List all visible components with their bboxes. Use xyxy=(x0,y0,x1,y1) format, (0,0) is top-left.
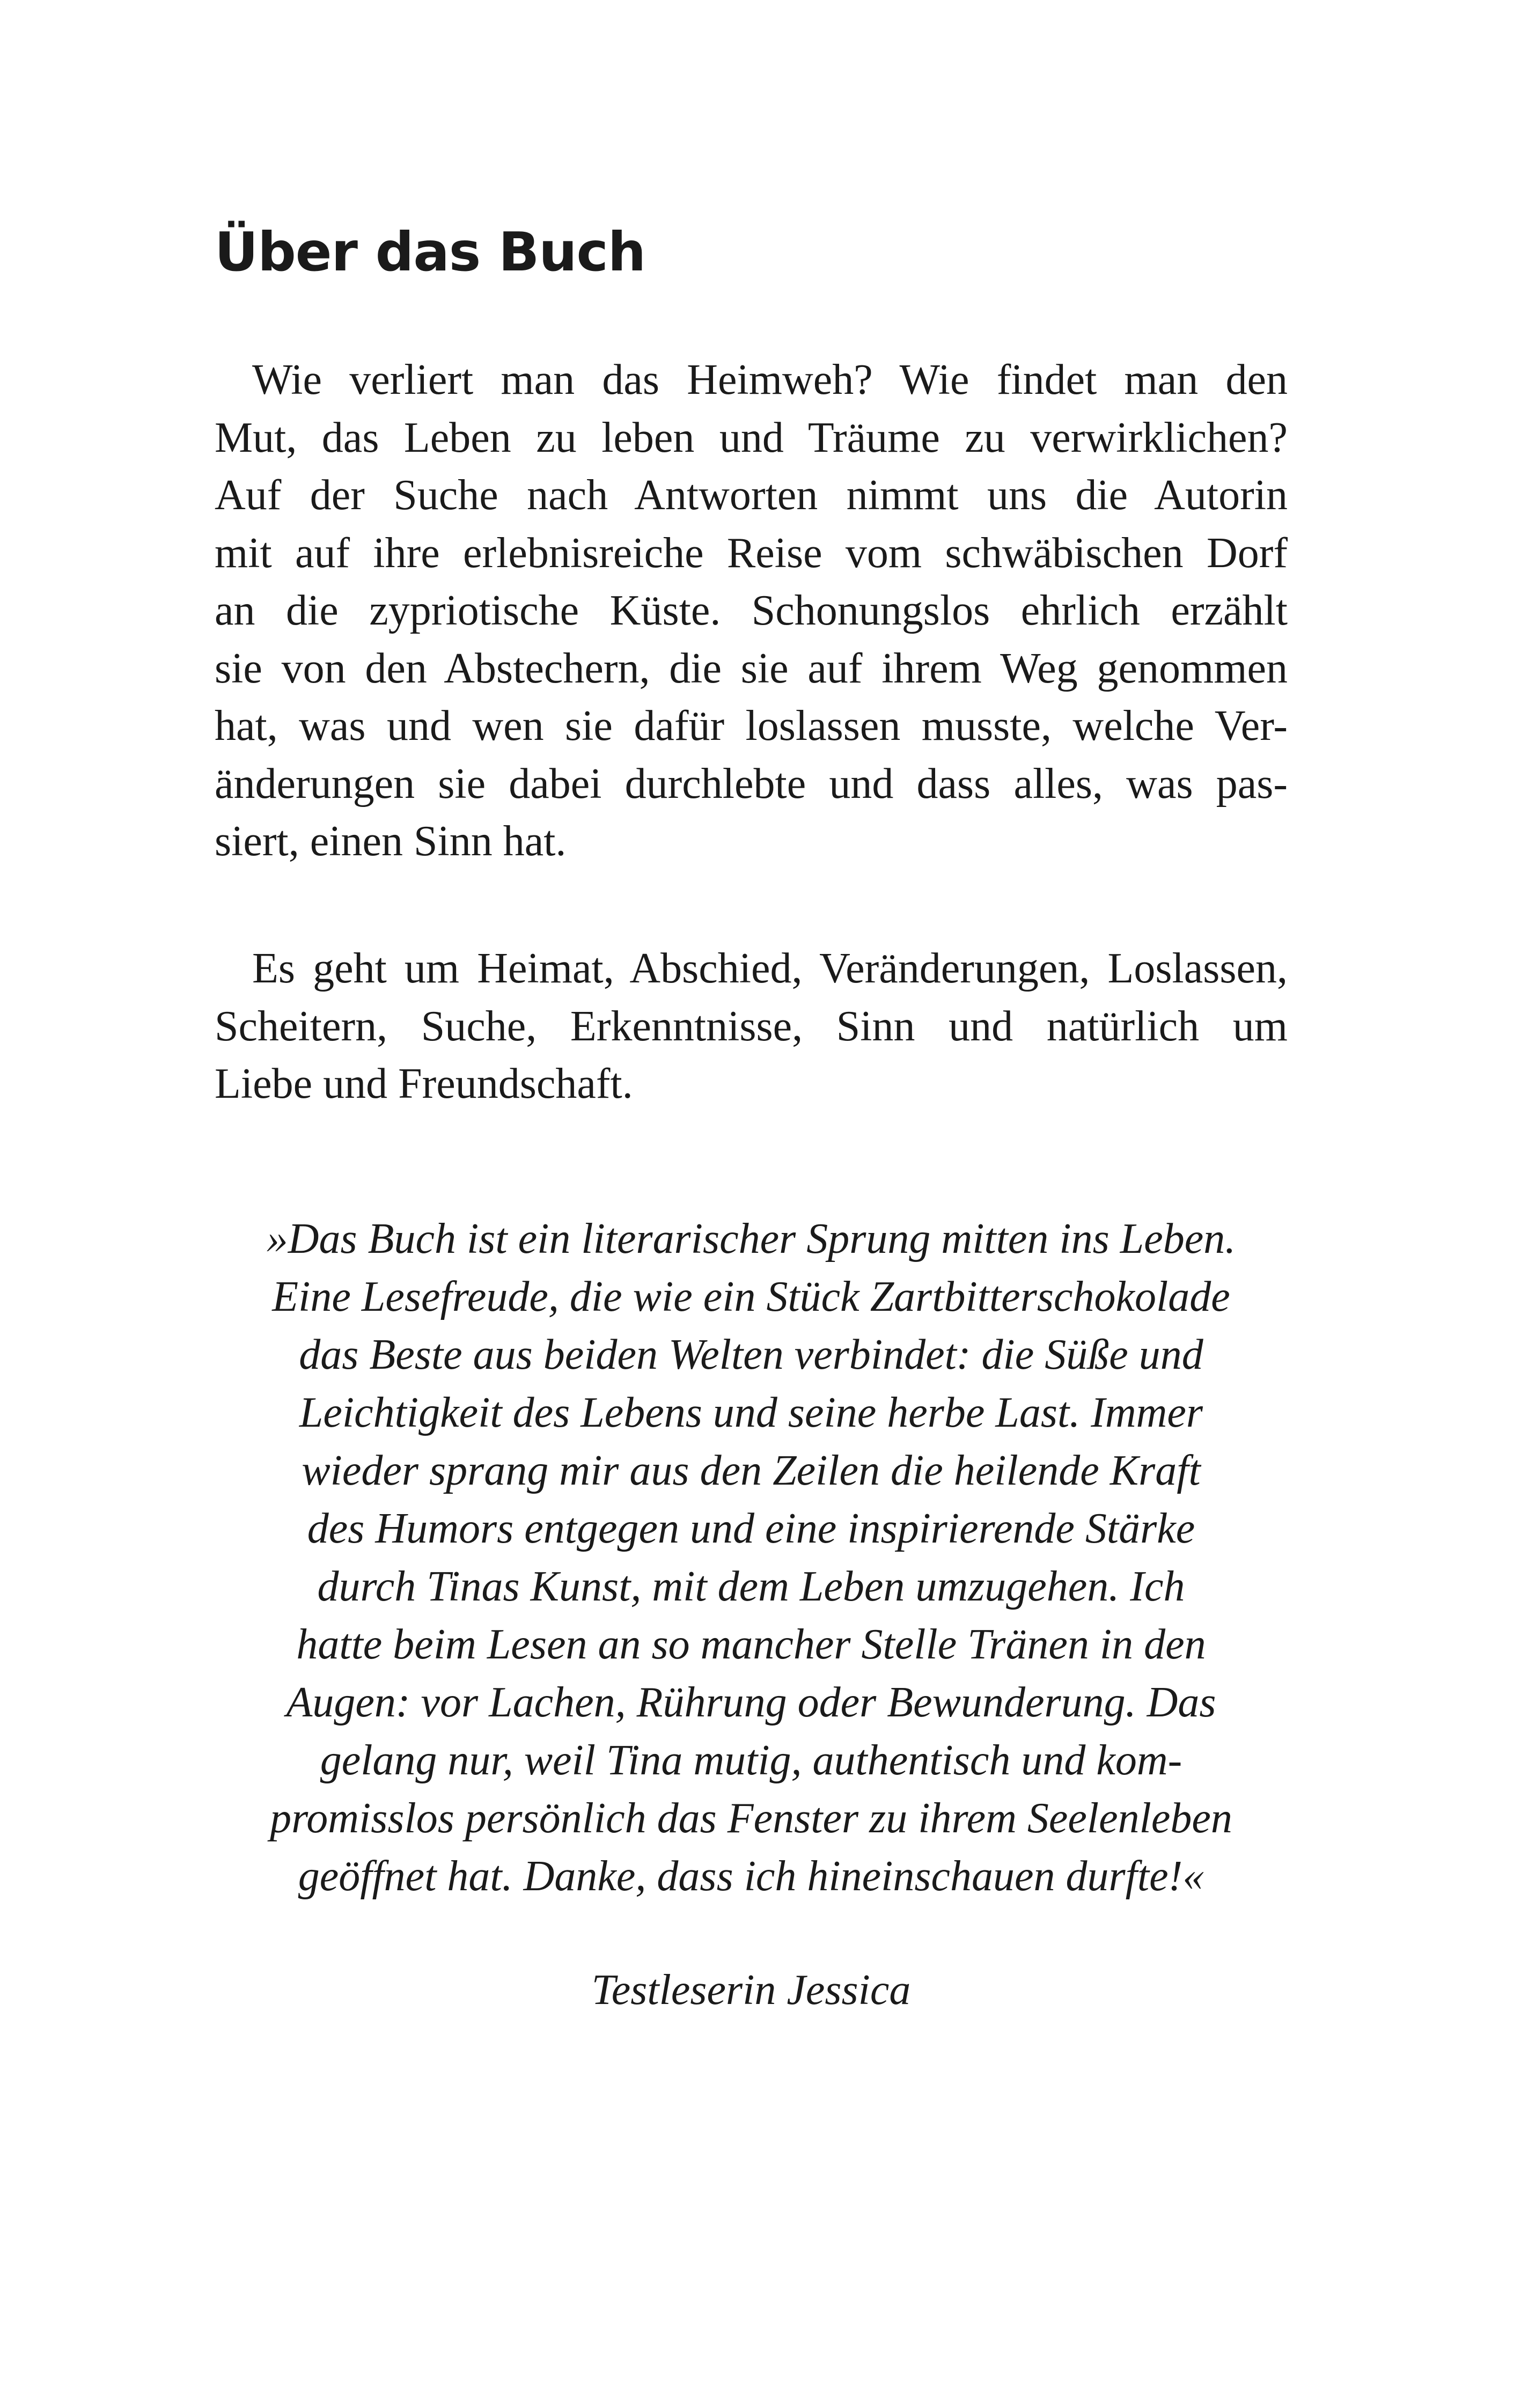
quote-line: gelang nur, weil Tina mutig, authentisch und kom- xyxy=(320,1737,1182,1784)
text-line: Liebe und Freundschaft. xyxy=(215,1060,633,1107)
text-line: hat, was und wen sie dafür loslassen musste, welche Ver- xyxy=(215,702,1288,750)
text-line: Scheitern, Suche, Erkenntnisse, Sinn und natürlich um xyxy=(215,1002,1288,1050)
quote-line: Augen: vor Lachen, Rührung oder Bewunderung. Das xyxy=(286,1679,1216,1726)
testimonial-quote xyxy=(215,1210,1288,1905)
book-page xyxy=(215,0,1288,2408)
quote-line: das Beste aus beiden Welten verbindet: die Süße und xyxy=(299,1331,1203,1378)
text-line: an die zypriotische Küste. Schonungslos ehrlich erzählt xyxy=(215,587,1288,634)
text-line: änderungen sie dabei durchlebte und dass alles, was pas- xyxy=(215,760,1288,807)
topics-paragraph xyxy=(215,940,1288,1113)
text-line: Auf der Suche nach Antworten nimmt uns die Autorin xyxy=(215,472,1288,519)
quote-line: Leichtigkeit des Lebens und seine herbe Last. Immer xyxy=(299,1389,1203,1436)
quote-line: durch Tinas Kunst, mit dem Leben umzugehen. Ich xyxy=(317,1563,1185,1610)
description-paragraph xyxy=(215,351,1288,871)
quote-line: wieder sprang mir aus den Zeilen die heilende Kraft xyxy=(302,1447,1201,1494)
quote-line: des Humors entgegen und eine inspirierende Stärke xyxy=(307,1505,1195,1552)
text-line: siert, einen Sinn hat. xyxy=(215,818,567,865)
text-line: mit auf ihre erlebnisreiche Reise vom schwäbischen Dorf xyxy=(215,529,1288,577)
text-line: Wie verliert man das Heimweh? Wie findet man den xyxy=(252,356,1288,403)
quote-line: Eine Lesefreude, die wie ein Stück Zartbitterschokolade xyxy=(272,1273,1230,1320)
page-title: Über das Buch xyxy=(215,221,646,283)
text-line: Mut, das Leben zu leben und Träume zu verwirklichen? xyxy=(215,414,1288,461)
text-line: Es geht um Heimat, Abschied, Veränderungen, Loslassen, xyxy=(252,945,1288,992)
quote-line: geöffnet hat. Danke, dass ich hineinschauen durfte!« xyxy=(298,1853,1204,1900)
quote-line: hatte beim Lesen an so mancher Stelle Tränen in den xyxy=(296,1621,1206,1668)
quote-line: promisslos persönlich das Fenster zu ihrem Seelenleben xyxy=(270,1795,1232,1842)
quote-attribution: Testleserin Jessica xyxy=(591,1966,911,2014)
text-line: sie von den Abstechern, die sie auf ihrem Weg genommen xyxy=(215,644,1288,692)
quote-line: »Das Buch ist ein literarischer Sprung mitten ins Leben. xyxy=(266,1215,1236,1262)
